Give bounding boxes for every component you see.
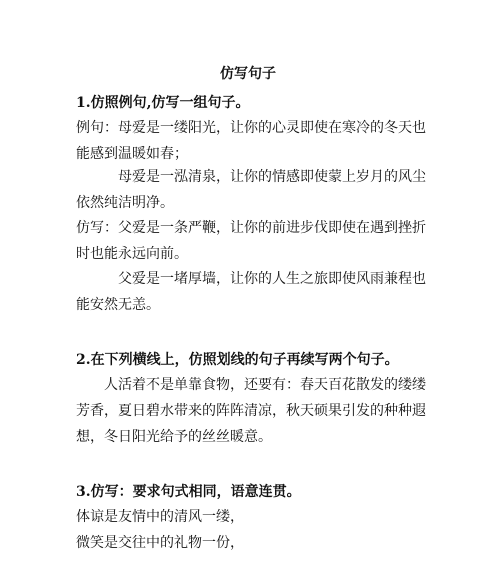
section-1-example-continuation: 母爱是一泓清泉，让你的情感即使蒙上岁月的风尘依然纯洁明净。 [76, 169, 426, 211]
section-3-line-2: 微笑是交往中的礼物一份， [76, 535, 244, 551]
section-1-example-sentence: 例句：母爱是一缕阳光，让你的心灵即使在寒冷的冬天也能感到温暖如春； [76, 120, 426, 162]
section-3-heading: 3.仿写：要求句式相同，语意连贯。 [76, 484, 301, 500]
section-1-imitation-sentence: 仿写：父爱是一条严鞭，让你的前进步伐即使在遇到挫折时也能永远向前。 [76, 220, 426, 262]
section-2-heading: 2.在下列横线上，仿照划线的句子再续写两个句子。 [76, 352, 399, 368]
section-2-paragraph: 人活着不是单靠食物，还要有：春天百花散发的缕缕芳香，夏日碧水带来的阵阵清凉，秋天硕果引发的种种遐想，冬日阳光给予的丝丝暖意。 [76, 377, 426, 445]
page-title: 仿写句子 [220, 66, 276, 82]
section-3-line-1: 体谅是友情中的清风一缕， [76, 509, 244, 525]
section-1-imitation-continuation: 父爱是一堵厚墙，让你的人生之旅即使风雨兼程也能安然无恙。 [76, 271, 426, 313]
section-1-heading: 1.仿照例句,仿写一组句子。 [76, 95, 250, 111]
